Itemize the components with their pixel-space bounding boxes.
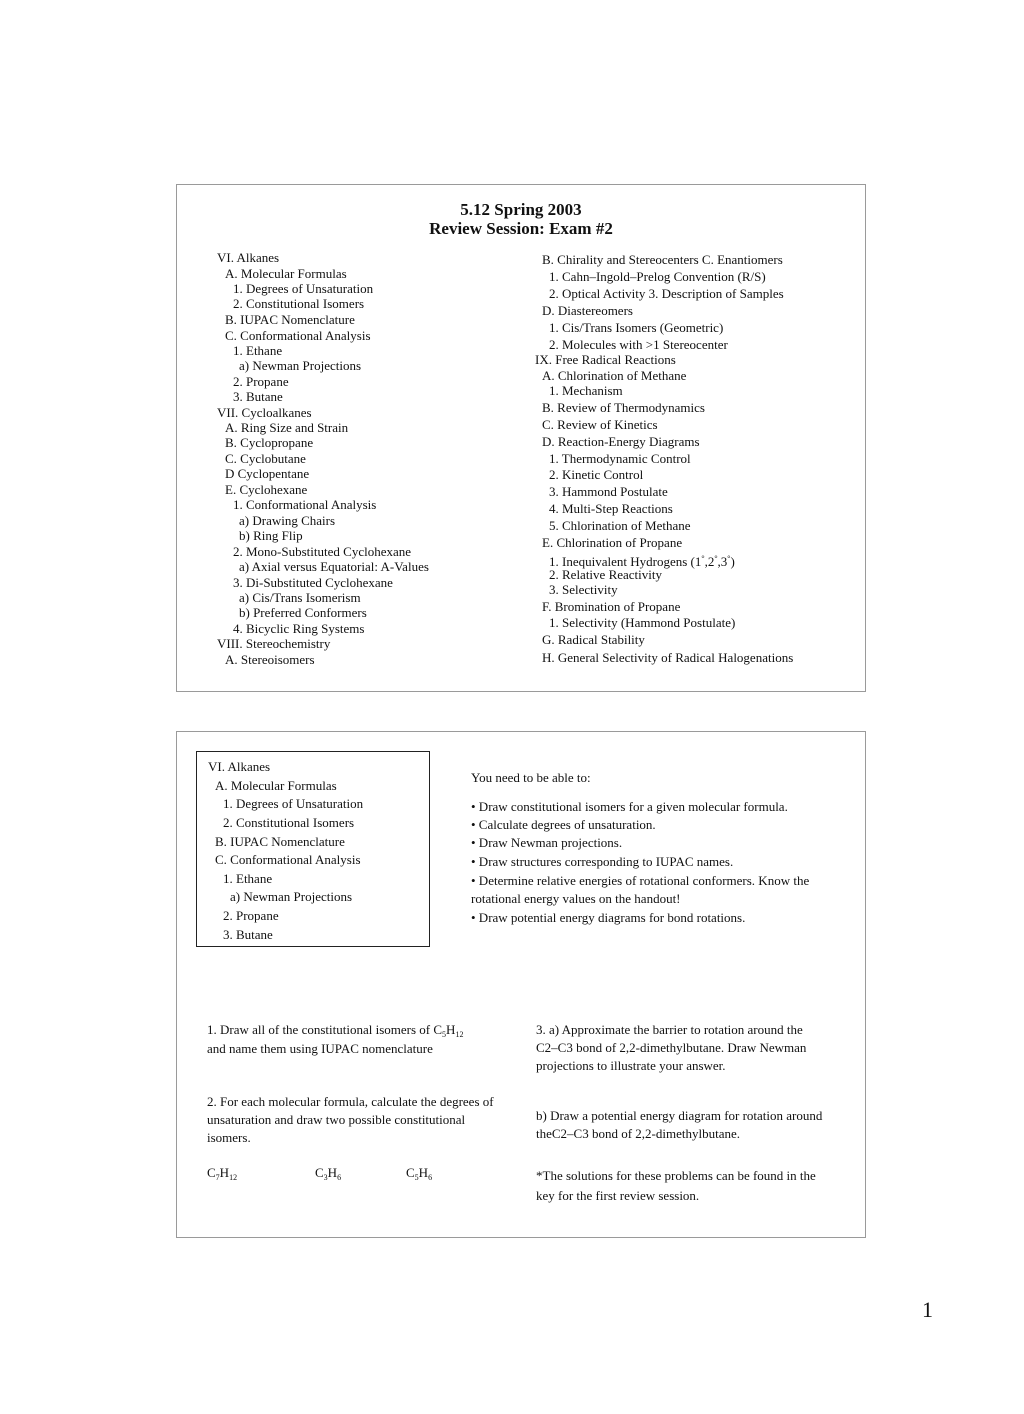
topic-item: 2. Constitutional Isomers xyxy=(223,815,355,830)
outline-item: a) Newman Projections xyxy=(239,358,362,373)
outline-text: ,2 xyxy=(704,554,715,569)
outline-item: 1. Cahn–Ingold–Prelog Convention (R/S) xyxy=(549,269,766,284)
question-1-line2: and name them using IUPAC nomenclature xyxy=(207,1041,433,1056)
subscript: 3 xyxy=(323,1173,328,1182)
outline-item: E. Cyclohexane xyxy=(225,482,308,497)
degree-mark: ° xyxy=(727,554,731,563)
subscript: 7 xyxy=(215,1173,220,1182)
outline-text: 1. Inequivalent Hydrogens (1 xyxy=(549,554,702,569)
topic-item: 2. Propane xyxy=(223,908,279,923)
outline-item: B. Review of Thermodynamics xyxy=(542,400,705,415)
outline-item: VIII. Stereochemistry xyxy=(217,636,331,651)
formula-h: H xyxy=(446,1022,456,1037)
outline-item: 1. Degrees of Unsaturation xyxy=(233,281,374,296)
need-header: You need to be able to: xyxy=(471,770,591,785)
outline-item: B. Cyclopropane xyxy=(225,435,314,450)
outline-item: A. Molecular Formulas xyxy=(225,266,347,281)
formula-c: C xyxy=(406,1165,415,1180)
topic-item: B. IUPAC Nomenclature xyxy=(215,834,345,849)
formula-h: H xyxy=(219,1165,230,1180)
slide-title-line1: 5.12 Spring 2003 xyxy=(460,200,582,219)
topic-item: C. Conformational Analysis xyxy=(215,852,361,867)
outline-item: 2. Kinetic Control xyxy=(549,467,644,482)
slide-alkanes-review xyxy=(176,731,866,1238)
outline-item: a) Drawing Chairs xyxy=(239,513,336,528)
topic-item: VI. Alkanes xyxy=(208,759,271,774)
page-number: 1 xyxy=(922,1297,933,1322)
formula-h: H xyxy=(418,1165,429,1180)
topic-item: a) Newman Projections xyxy=(230,889,353,904)
outline-item: 3. Selectivity xyxy=(549,582,618,597)
outline-item: 2. Propane xyxy=(233,374,289,389)
degree-mark: ° xyxy=(714,554,718,563)
outline-item: VI. Alkanes xyxy=(217,250,280,265)
outline-item: 5. Chlorination of Methane xyxy=(549,518,691,533)
formula-h: H xyxy=(327,1165,338,1180)
solutions-note: *The solutions for these problems can be found in the key for the first review session. xyxy=(536,1168,816,1203)
outline-item: D. Diastereomers xyxy=(542,303,633,318)
outline-item: 4. Multi-Step Reactions xyxy=(549,501,673,516)
topic-item: 3. Butane xyxy=(223,927,273,942)
outline-item: b) Preferred Conformers xyxy=(239,605,367,620)
subscript: 6 xyxy=(337,1173,342,1182)
outline-item: a) Cis/Trans Isomerism xyxy=(239,590,361,605)
subscript: 6 xyxy=(428,1173,433,1182)
outline-item: 2. Optical Activity 3. Description of Samples xyxy=(549,286,784,301)
slide-outline xyxy=(176,184,866,692)
bullet-item: • Draw constitutional isomers for a given molecular formula. xyxy=(471,799,788,814)
subscript: 5 xyxy=(414,1173,419,1182)
outline-item: C. Cyclobutane xyxy=(225,451,306,466)
outline-item: A. Stereoisomers xyxy=(225,652,315,667)
topic-box xyxy=(196,751,430,947)
question-2: 2. For each molecular formula, calculate the degrees of unsaturation and draw two possible constitutional isomers. xyxy=(207,1094,494,1145)
outline-item: 2. Molecules with >1 Stereocenter xyxy=(549,337,728,352)
outline-item: D. Reaction-Energy Diagrams xyxy=(542,434,700,449)
outline-item: 1. Conformational Analysis xyxy=(233,497,377,512)
degree-mark: ° xyxy=(701,554,705,563)
outline-item: H. General Selectivity of Radical Halogenations xyxy=(542,650,794,665)
outline-item: 2. Constitutional Isomers xyxy=(233,296,365,311)
topic-item: 1. Ethane xyxy=(223,871,273,886)
outline-item: E. Chlorination of Propane xyxy=(542,535,683,550)
bullet-item: • Calculate degrees of unsaturation. xyxy=(471,817,656,832)
formula xyxy=(315,1164,341,1187)
outline-item: A. Ring Size and Strain xyxy=(225,420,349,435)
outline-item: 1. Cis/Trans Isomers (Geometric) xyxy=(549,320,724,335)
outline-item: b) Ring Flip xyxy=(239,528,303,543)
outline-item: 3. Butane xyxy=(233,389,283,404)
question-3b: b) Draw a potential energy diagram for rotation around theC2–C3 bond of 2,2-dimethylbutane. xyxy=(536,1108,823,1141)
subscript: 12 xyxy=(455,1030,464,1039)
outline-item: C. Conformational Analysis xyxy=(225,328,371,343)
outline-item: G. Radical Stability xyxy=(542,632,645,647)
bullet-item: • Draw Newman projections. xyxy=(471,835,623,850)
outline-item: 3. Di-Substituted Cyclohexane xyxy=(233,575,393,590)
outline-item: 2. Relative Reactivity xyxy=(549,567,662,582)
subscript: 12 xyxy=(229,1173,238,1182)
question-1-text: 1. Draw all of the constitutional isomers of C xyxy=(207,1022,443,1037)
outline-item: a) Axial versus Equatorial: A-Values xyxy=(239,559,429,574)
outline-item: B. Chirality and Stereocenters C. Enantiomers xyxy=(542,252,783,267)
outline-text: ) xyxy=(730,554,735,569)
slide-title-line2: Review Session: Exam #2 xyxy=(429,219,613,238)
outline-item: 1. Selectivity (Hammond Postulate) xyxy=(549,615,736,630)
formula xyxy=(406,1164,432,1187)
outline-item: D Cyclopentane xyxy=(225,466,310,481)
formula xyxy=(207,1164,237,1187)
outline-text: ,3 xyxy=(717,554,728,569)
formula-c: C xyxy=(207,1165,216,1180)
outline-item: 2. Mono-Substituted Cyclohexane xyxy=(233,544,412,559)
outline-item: F. Bromination of Propane xyxy=(542,599,681,614)
bullet-item: • Determine relative energies of rotational conformers. Know the rotational energy values on the handout! xyxy=(471,873,810,906)
outline-item: IX. Free Radical Reactions xyxy=(535,352,676,367)
outline-item: A. Chlorination of Methane xyxy=(542,368,687,383)
outline-item: 1. Mechanism xyxy=(549,383,623,398)
question-3a: 3. a) Approximate the barrier to rotation around the C2–C3 bond of 2,2-dimethylbutane. Draw Newman projections to illustrate your answer. xyxy=(536,1022,807,1073)
formula-c: C xyxy=(315,1165,324,1180)
outline-item: VII. Cycloalkanes xyxy=(217,405,312,420)
outline-item: 3. Hammond Postulate xyxy=(549,484,668,499)
bullet-item: • Draw structures corresponding to IUPAC names. xyxy=(471,854,734,869)
topic-item: 1. Degrees of Unsaturation xyxy=(223,796,364,811)
outline-item: 1. Thermodynamic Control xyxy=(549,451,691,466)
outline-item: 4. Bicyclic Ring Systems xyxy=(233,621,365,636)
bullet-item: • Draw potential energy diagrams for bond rotations. xyxy=(471,910,746,925)
subscript: 5 xyxy=(442,1030,447,1039)
outline-item: C. Review of Kinetics xyxy=(542,417,658,432)
outline-item: B. IUPAC Nomenclature xyxy=(225,312,355,327)
outline-item: 1. Ethane xyxy=(233,343,283,358)
topic-item: A. Molecular Formulas xyxy=(215,778,337,793)
